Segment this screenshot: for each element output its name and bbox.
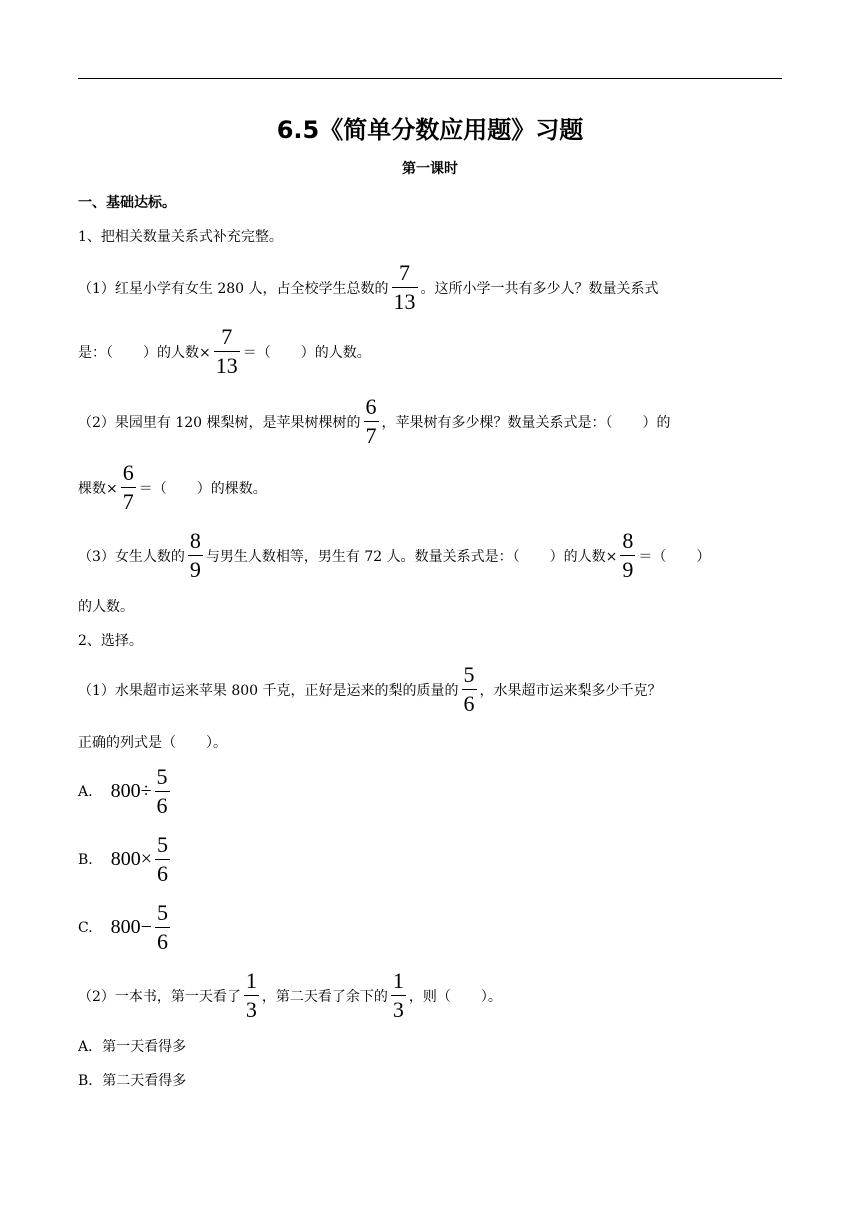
numerator: 5 xyxy=(156,900,168,925)
numerator: 6 xyxy=(365,394,377,419)
option-label: A. xyxy=(78,783,93,800)
text: （2）果园里有 120 棵梨树，是苹果树棵树的 xyxy=(78,414,361,431)
denominator: 13 xyxy=(393,289,416,314)
denominator: 6 xyxy=(156,929,168,954)
denominator: 3 xyxy=(245,997,257,1022)
text: ，水果超市运来梨多少千克？ xyxy=(479,682,662,699)
text: 正确的列式是（ xyxy=(78,735,176,751)
text: （1）水果超市运来苹果 800 千克，正好是运来的梨的质量的 xyxy=(78,682,459,699)
denominator: 9 xyxy=(189,557,201,582)
question-1-3-line-2: 的人数。 xyxy=(78,599,134,615)
text: ）的 xyxy=(642,414,671,431)
numerator: 1 xyxy=(392,968,404,993)
text: ）的人数× xyxy=(549,548,618,565)
question-1-3-line-1 xyxy=(78,530,710,581)
numerator: 5 xyxy=(463,662,475,687)
expression xyxy=(111,834,173,885)
text: 棵数× xyxy=(78,480,118,497)
text: ＝（ xyxy=(242,344,271,361)
option-b[interactable]: B．第二天看得多 xyxy=(78,1073,187,1089)
option-c[interactable] xyxy=(78,902,173,953)
text: 。这所小学一共有多少人？数量关系式 xyxy=(420,280,659,297)
question-2-2-line-1 xyxy=(78,970,502,1021)
text: ）。 xyxy=(206,735,227,751)
text: ）的棵数。 xyxy=(196,480,267,497)
section-heading: 一、基础达标。 xyxy=(78,195,176,211)
question-1-2-line-2 xyxy=(78,462,267,513)
question-1-title: 1、把相关数量关系式补充完整。 xyxy=(78,229,283,245)
operator: − xyxy=(140,916,152,938)
question-1-1-line-1 xyxy=(78,262,659,313)
numerator: 8 xyxy=(189,528,201,553)
fraction xyxy=(364,396,379,447)
expression xyxy=(111,766,173,817)
numerator: 1 xyxy=(245,968,257,993)
text: ＝（ xyxy=(638,548,667,565)
numerator: 6 xyxy=(122,460,134,485)
fraction xyxy=(392,262,418,313)
denominator: 7 xyxy=(122,489,134,514)
numerator: 5 xyxy=(156,764,168,789)
expression xyxy=(111,902,173,953)
fraction xyxy=(244,970,259,1021)
numerator: 5 xyxy=(157,832,169,857)
text: ）。 xyxy=(480,988,502,1005)
numerator: 8 xyxy=(622,528,634,553)
top-rule xyxy=(78,78,782,79)
question-2-1-line-1 xyxy=(78,664,662,715)
option-a[interactable]: A．第一天看得多 xyxy=(78,1039,187,1055)
option-b[interactable] xyxy=(78,834,173,885)
fraction xyxy=(121,462,136,513)
page-subtitle: 第一课时 xyxy=(402,161,458,177)
number: 800 xyxy=(110,848,141,870)
denominator: 6 xyxy=(157,861,169,886)
text: ）的人数。 xyxy=(300,344,371,361)
number: 800 xyxy=(110,916,141,938)
text: 与男生人数相等，男生有 72 人。数量关系式是：（ xyxy=(205,548,520,565)
text: 是：（ xyxy=(78,344,113,361)
text: ，则（ xyxy=(408,988,451,1005)
question-1-1-line-2 xyxy=(78,326,371,377)
number: 800 xyxy=(110,780,141,802)
text: ＝（ xyxy=(138,480,167,497)
question-2-1-line-2 xyxy=(78,732,227,752)
text: （1）红星小学有女生 280 人，占全校学生总数的 xyxy=(78,280,389,297)
denominator: 6 xyxy=(463,691,475,716)
text: ，苹果树有多少棵？数量关系式是：（ xyxy=(381,414,613,431)
denominator: 6 xyxy=(156,793,168,818)
text: （2）一本书，第一天看了 xyxy=(78,988,241,1005)
text: ）的人数× xyxy=(143,344,211,361)
fraction xyxy=(214,326,240,377)
operator: ÷ xyxy=(140,780,152,802)
option-label: C. xyxy=(78,919,93,936)
denominator: 7 xyxy=(365,423,377,448)
fraction xyxy=(391,970,406,1021)
denominator: 9 xyxy=(622,557,634,582)
page-title: 6.5《简单分数应用题》习题 xyxy=(276,116,584,144)
text: ） xyxy=(696,548,711,565)
option-a[interactable] xyxy=(78,766,173,817)
denominator: 13 xyxy=(215,353,238,378)
text: ，第二天看了余下的 xyxy=(261,988,388,1005)
fraction xyxy=(462,664,477,715)
fraction xyxy=(155,766,170,817)
option-label: B. xyxy=(78,851,93,868)
question-2-title: 2、选择。 xyxy=(78,633,143,649)
fraction xyxy=(155,902,170,953)
numerator: 7 xyxy=(221,324,233,349)
text: （3）女生人数的 xyxy=(78,548,185,565)
fraction xyxy=(155,834,170,885)
fraction xyxy=(620,530,635,581)
question-1-2-line-1 xyxy=(78,396,671,447)
numerator: 7 xyxy=(399,260,411,285)
operator: × xyxy=(140,848,153,870)
fraction xyxy=(188,530,203,581)
denominator: 3 xyxy=(392,997,404,1022)
